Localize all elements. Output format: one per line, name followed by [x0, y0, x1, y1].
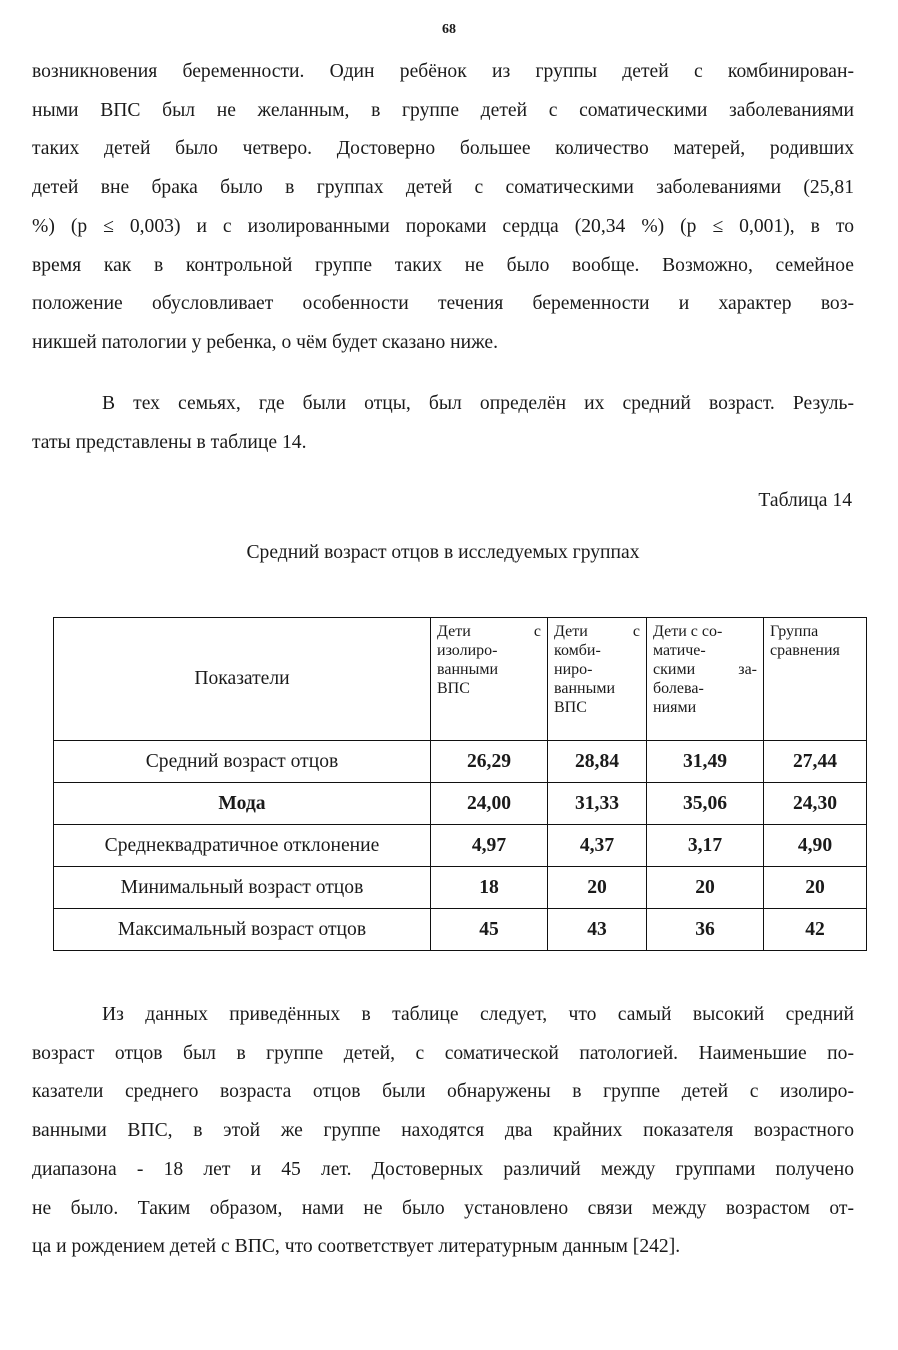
text-line: ванными ВПС, в этой же группе находятся два крайних показателя возрастного	[32, 1120, 854, 1142]
cell-value: 43	[548, 909, 647, 951]
cell-value: 4,97	[431, 825, 548, 867]
header-line: комби-	[554, 642, 601, 659]
cell-value: 18	[431, 867, 548, 909]
cell-value: 24,30	[764, 783, 867, 825]
text-line: Из данных приведённых в таблице следует, что самый высокий средний	[102, 1004, 854, 1025]
cell-value: 20	[764, 867, 867, 909]
header-line: матиче-	[653, 642, 706, 659]
header-line: ВПС	[437, 680, 470, 697]
header-line: ВПС	[554, 699, 587, 716]
header-indicators: Показатели	[54, 618, 431, 741]
cell-value: 31,49	[647, 741, 764, 783]
table-row	[54, 909, 867, 951]
header-line: ванными	[554, 680, 616, 697]
row-label: Минимальный возраст отцов	[54, 867, 431, 909]
cell-value: 4,90	[764, 825, 867, 867]
cell-value: 27,44	[764, 741, 867, 783]
header-line: ниями	[653, 699, 697, 716]
text-line: положение обусловливает особенности течения беременности и характер воз-	[32, 293, 854, 315]
text-line: таких детей было четверо. Достоверно большее количество матерей, родивших	[32, 138, 854, 160]
table-row	[54, 825, 867, 867]
header-line: Дети с	[554, 623, 640, 640]
paragraph-2	[32, 385, 854, 462]
table-label: Таблица 14	[758, 490, 852, 511]
table-title: Средний возраст отцов в исследуемых группах	[246, 542, 640, 563]
paragraph-1	[32, 53, 854, 363]
header-line: Группа	[770, 623, 819, 640]
text-line: %) (р ≤ 0,003) и с изолированными пороками сердца (20,34 %) (р ≤ 0,001), в то	[32, 215, 854, 237]
text-line: возникновения беременности. Один ребёнок из группы детей с комбинирован-	[32, 61, 854, 82]
cell-value: 28,84	[548, 741, 647, 783]
cell-value: 24,00	[431, 783, 548, 825]
page-number: 68	[442, 22, 456, 37]
header-line: Дети с со-	[653, 623, 723, 640]
cell-value: 42	[764, 909, 867, 951]
table-row	[54, 741, 867, 783]
header-comparison-group	[764, 618, 867, 741]
cell-value: 31,33	[548, 783, 647, 825]
header-line: болева-	[653, 680, 704, 697]
header-line: сравнения	[770, 642, 840, 659]
text-line: не было. Таким образом, нами не было установлено связи между возрастом от-	[32, 1197, 854, 1219]
row-label: Средний возраст отцов	[54, 741, 431, 783]
header-line: Дети с	[437, 623, 541, 640]
header-line: скими за-	[653, 661, 757, 678]
table-row	[54, 783, 867, 825]
table-row	[54, 867, 867, 909]
cell-value: 36	[647, 909, 764, 951]
text-line: ными ВПС был не желанным, в группе детей с соматическими заболеваниями	[32, 99, 854, 121]
cell-value: 20	[548, 867, 647, 909]
cell-value: 20	[647, 867, 764, 909]
paragraph-3	[32, 996, 854, 1267]
text-line: никшей патологии у ребенка, о чём будет сказано ниже.	[32, 331, 498, 353]
row-label: Максимальный возраст отцов	[54, 909, 431, 951]
text-line: казатели среднего возраста отцов были обнаружены в группе детей с изолиро-	[32, 1081, 854, 1103]
cell-value: 26,29	[431, 741, 548, 783]
header-line: ванными	[437, 661, 499, 678]
header-line: ниро-	[554, 661, 593, 678]
text-line: диапазона - 18 лет и 45 лет. Достоверных различий между группами получено	[32, 1158, 854, 1180]
header-isolated-chd	[431, 618, 548, 741]
text-line: таты представлены в таблице 14.	[32, 431, 307, 453]
header-combined-chd	[548, 618, 647, 741]
text-line: детей вне брака было в группах детей с соматическими заболеваниями (25,81	[32, 177, 854, 199]
header-somatic	[647, 618, 764, 741]
header-line: изолиро-	[437, 642, 498, 659]
text-line: ца и рождением детей с ВПС, что соответствует литературным данным [242].	[32, 1236, 681, 1258]
row-label: Мода	[54, 783, 431, 825]
cell-value: 45	[431, 909, 548, 951]
cell-value: 4,37	[548, 825, 647, 867]
row-label: Среднеквадратичное отклонение	[54, 825, 431, 867]
text-line: возраст отцов был в группе детей, с соматической патологией. Наименьшие по-	[32, 1042, 854, 1064]
cell-value: 35,06	[647, 783, 764, 825]
cell-value: 3,17	[647, 825, 764, 867]
table-header-row	[54, 618, 867, 741]
data-table	[53, 617, 867, 951]
text-line: время как в контрольной группе таких не было вообще. Возможно, семейное	[32, 254, 854, 276]
text-line: В тех семьях, где были отцы, был определён их средний возраст. Резуль-	[102, 393, 854, 414]
